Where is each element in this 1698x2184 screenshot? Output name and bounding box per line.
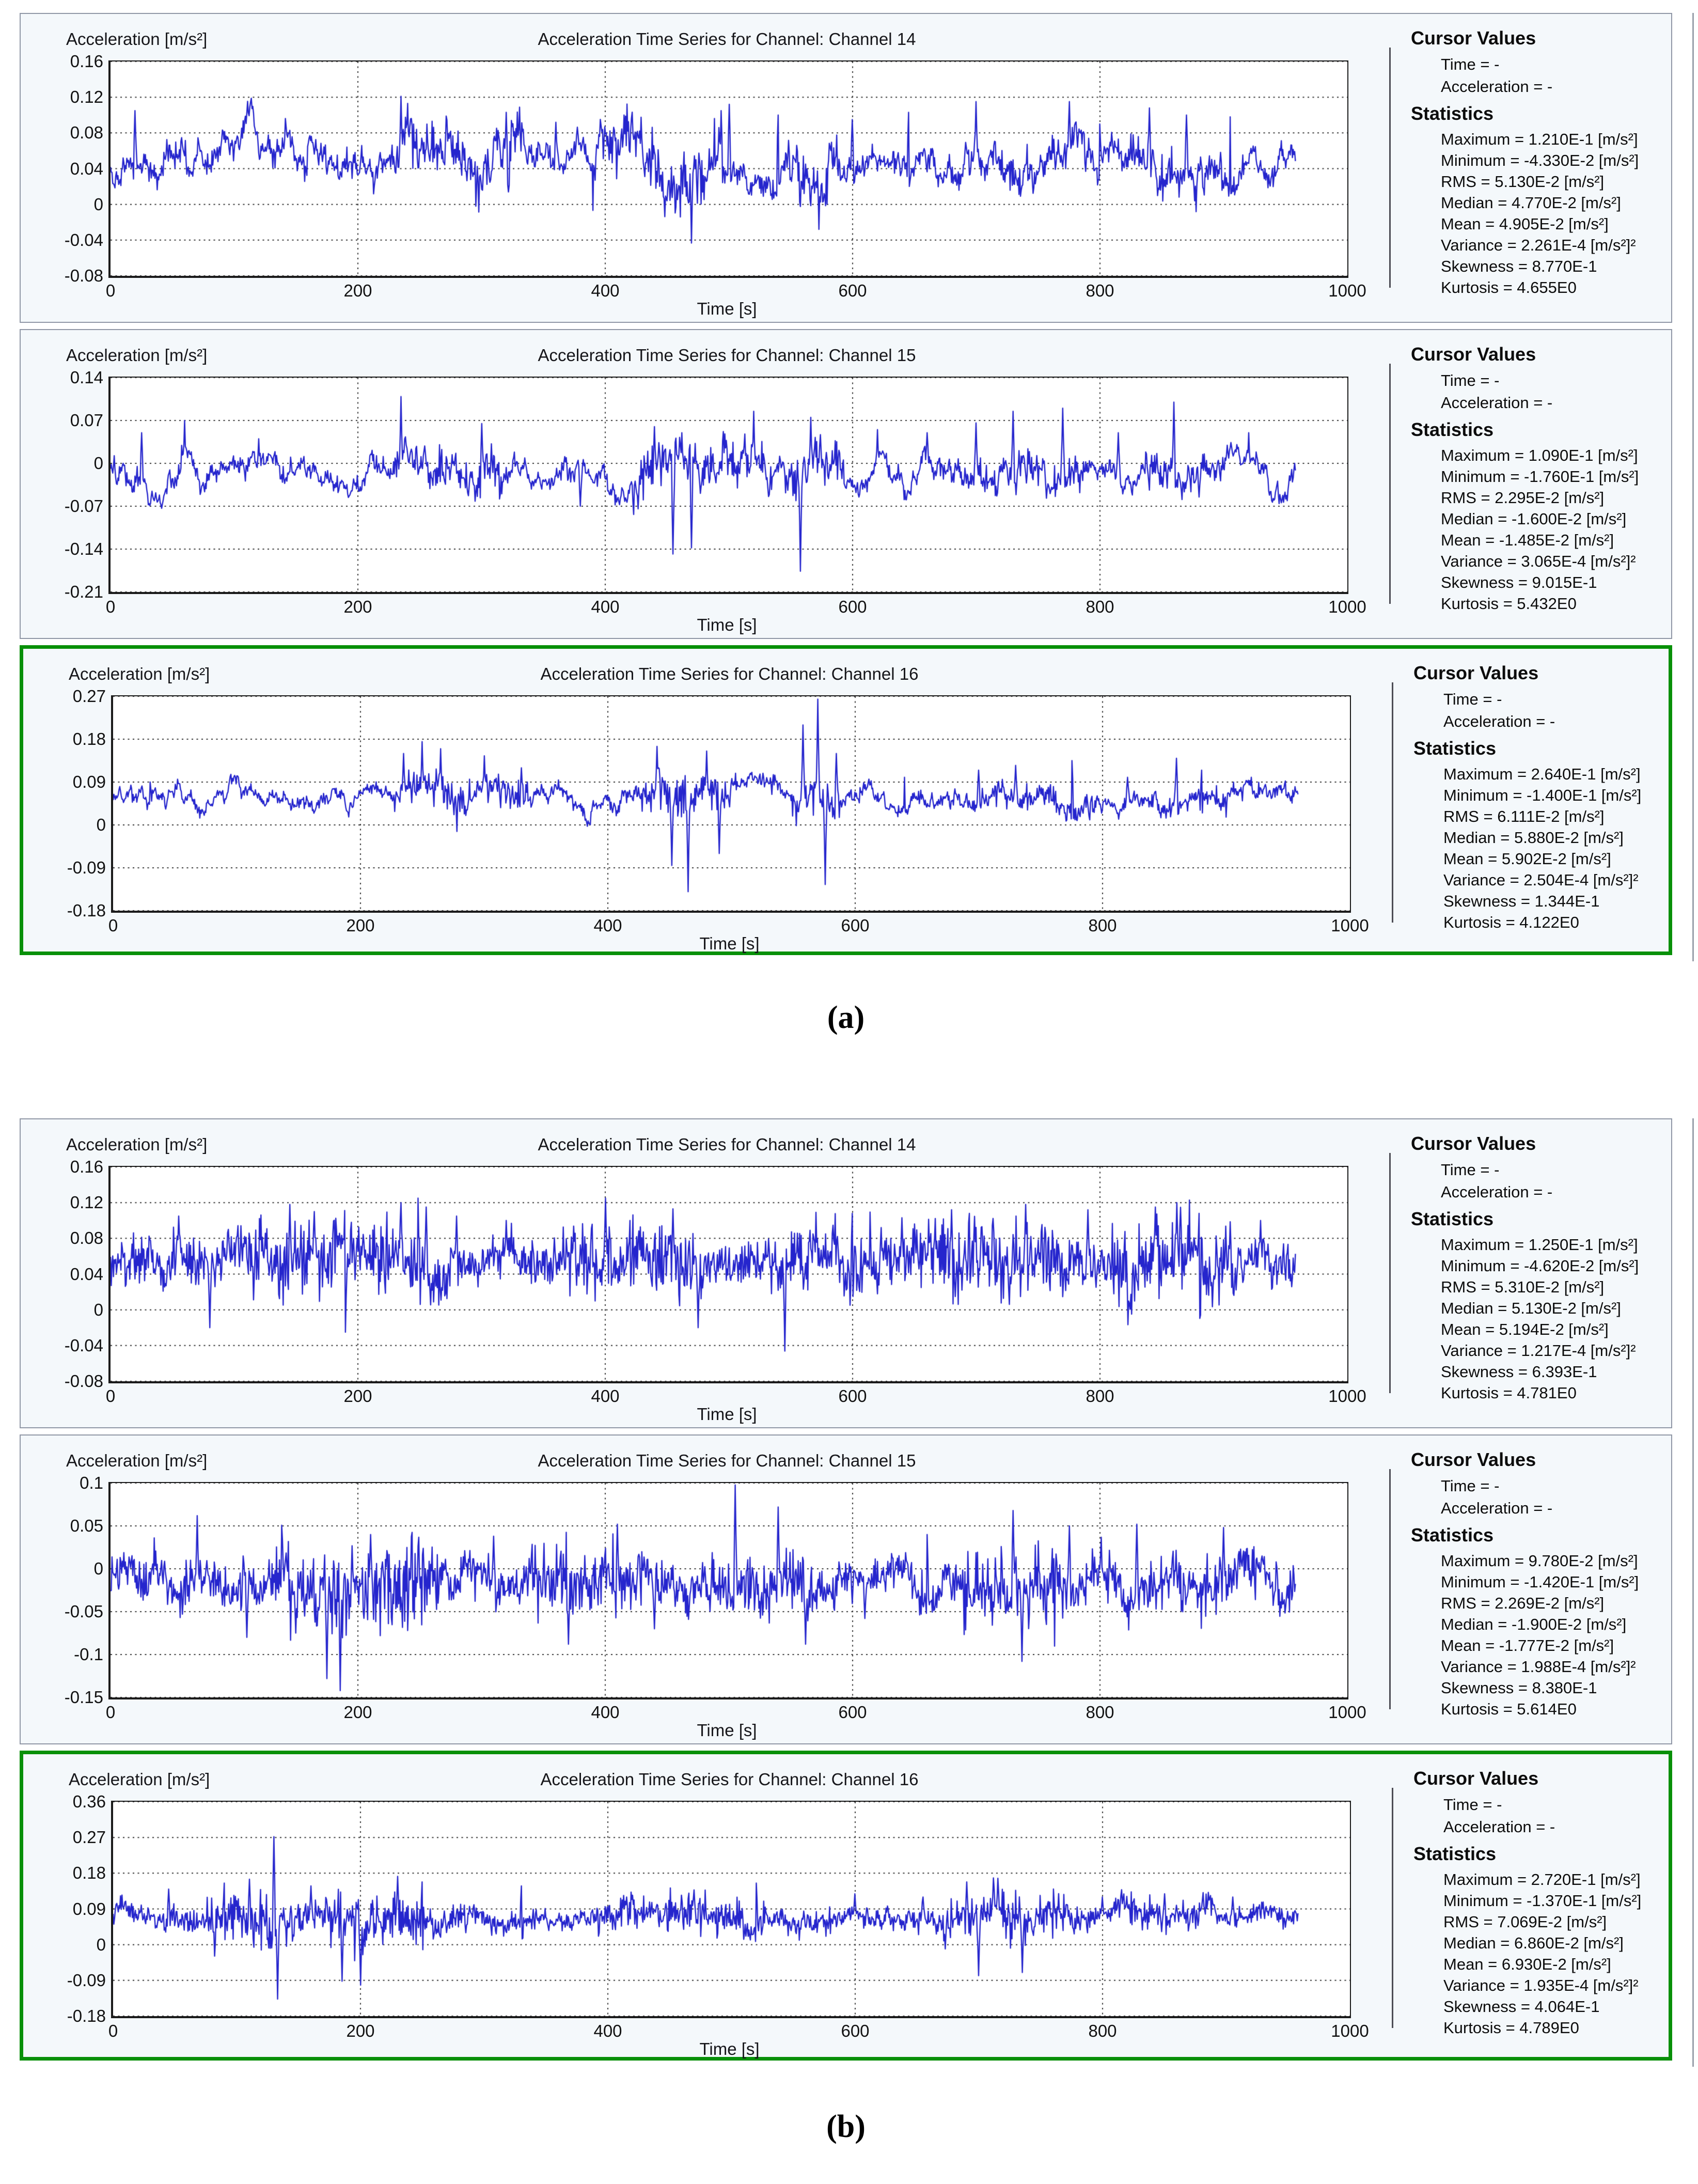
x-axis-label: Time [s] bbox=[699, 2039, 760, 2058]
y-tick-label: -0.18 bbox=[67, 901, 106, 920]
statistics-list bbox=[1413, 763, 1674, 933]
y-tick-label: -0.04 bbox=[64, 1335, 103, 1355]
stat-line: Maximum = 2.720E-1 [m/s²] bbox=[1443, 1870, 1641, 1889]
x-tick-label: 600 bbox=[841, 2021, 870, 2040]
x-tick-label: 800 bbox=[1086, 1703, 1114, 1722]
stat-line: Minimum = -4.330E-2 [m/s²] bbox=[1441, 151, 1639, 169]
panel-divider bbox=[1389, 48, 1391, 288]
x-tick-label: 600 bbox=[841, 916, 870, 935]
cursor-value-line: Acceleration = - bbox=[1443, 1818, 1555, 1836]
y-axis-label: Acceleration [m/s²] bbox=[69, 1770, 210, 1789]
y-tick-label: -0.21 bbox=[64, 582, 103, 601]
stat-line: Median = 4.770E-2 [m/s²] bbox=[1441, 194, 1621, 212]
chart-title: Acceleration Time Series for Channel: Channel 14 bbox=[538, 1135, 916, 1154]
stat-line: Mean = 6.930E-2 [m/s²] bbox=[1443, 1955, 1611, 1973]
stat-line: RMS = 2.269E-2 [m/s²] bbox=[1441, 1594, 1605, 1612]
y-tick-label: 0.12 bbox=[70, 87, 103, 107]
y-tick-label: 0.04 bbox=[70, 1264, 103, 1284]
y-axis-label: Acceleration [m/s²] bbox=[66, 1135, 208, 1154]
x-tick-label: 400 bbox=[591, 281, 620, 300]
y-tick-label: -0.04 bbox=[64, 230, 103, 249]
chart-panel-a-channel-16 bbox=[20, 645, 1672, 955]
chart-panel-b-channel-16 bbox=[20, 1751, 1672, 2061]
chart-title: Acceleration Time Series for Channel: Channel 16 bbox=[540, 1770, 919, 1789]
y-tick-label: 0.04 bbox=[70, 159, 103, 178]
cursor-values-heading: Cursor Values bbox=[1413, 662, 1539, 683]
cursor-values-list bbox=[1411, 53, 1672, 98]
statistics-heading: Statistics bbox=[1411, 103, 1494, 124]
x-tick-label: 0 bbox=[105, 1386, 116, 1406]
y-tick-label: -0.15 bbox=[64, 1688, 103, 1707]
cursor-value-line: Time = - bbox=[1443, 690, 1502, 708]
stat-line: Minimum = -1.420E-1 [m/s²] bbox=[1441, 1573, 1639, 1591]
y-axis-label: Acceleration [m/s²] bbox=[69, 664, 210, 683]
x-tick-label: 200 bbox=[346, 2021, 375, 2040]
y-tick-label: 0.09 bbox=[72, 772, 106, 791]
chart-title: Acceleration Time Series for Channel: Channel 15 bbox=[538, 1451, 916, 1470]
statistics-heading: Statistics bbox=[1411, 1208, 1494, 1229]
stat-line: Variance = 1.988E-4 [m/s²]² bbox=[1441, 1658, 1636, 1676]
x-tick-label: 800 bbox=[1088, 2021, 1117, 2040]
y-tick-label: -0.05 bbox=[64, 1602, 103, 1621]
stat-line: Maximum = 1.250E-1 [m/s²] bbox=[1441, 1236, 1638, 1254]
y-axis-label: Acceleration [m/s²] bbox=[66, 29, 208, 49]
x-axis-label: Time [s] bbox=[697, 1405, 757, 1424]
cursor-value-line: Acceleration = - bbox=[1443, 712, 1555, 730]
statistics-list bbox=[1411, 445, 1672, 614]
statistics-list bbox=[1411, 1550, 1672, 1720]
stat-line: Kurtosis = 4.655E0 bbox=[1441, 278, 1577, 297]
chart-title: Acceleration Time Series for Channel: Channel 14 bbox=[538, 29, 916, 49]
panel-divider bbox=[1389, 364, 1391, 604]
stat-line: Median = 5.130E-2 [m/s²] bbox=[1441, 1299, 1621, 1317]
stat-line: RMS = 5.130E-2 [m/s²] bbox=[1441, 173, 1605, 191]
cursor-value-line: Time = - bbox=[1441, 1161, 1500, 1179]
stat-line: Mean = 4.905E-2 [m/s²] bbox=[1441, 215, 1609, 233]
stat-line: Mean = 5.194E-2 [m/s²] bbox=[1441, 1320, 1609, 1338]
panel-divider bbox=[1392, 682, 1393, 923]
waveform-canvas[interactable] bbox=[113, 1802, 1350, 2016]
statistics-list bbox=[1411, 1234, 1672, 1403]
cursor-values-list bbox=[1411, 369, 1672, 414]
waveform-canvas[interactable] bbox=[111, 378, 1347, 592]
figure-group-a bbox=[20, 13, 1698, 961]
cursor-values-list bbox=[1411, 1159, 1672, 1203]
figure-label-b: (b) bbox=[826, 2109, 866, 2144]
y-tick-label: 0.12 bbox=[70, 1193, 103, 1212]
x-tick-label: 400 bbox=[591, 597, 620, 616]
x-tick-label: 400 bbox=[591, 1386, 620, 1406]
x-tick-label: 0 bbox=[108, 916, 118, 935]
stat-line: Maximum = 1.090E-1 [m/s²] bbox=[1441, 446, 1638, 464]
y-tick-label: 0 bbox=[93, 454, 103, 473]
y-tick-label: -0.14 bbox=[64, 539, 103, 558]
cursor-value-line: Time = - bbox=[1441, 371, 1500, 389]
x-tick-label: 800 bbox=[1086, 597, 1114, 616]
cursor-value-line: Acceleration = - bbox=[1441, 1183, 1553, 1201]
x-tick-label: 0 bbox=[105, 281, 116, 300]
x-tick-label: 200 bbox=[343, 597, 372, 616]
x-tick-label: 800 bbox=[1086, 1386, 1114, 1406]
stat-line: Minimum = -1.400E-1 [m/s²] bbox=[1443, 786, 1642, 804]
statistics-heading: Statistics bbox=[1411, 419, 1494, 440]
y-tick-label: 0.36 bbox=[72, 1792, 106, 1811]
stat-line: Kurtosis = 4.122E0 bbox=[1443, 913, 1579, 931]
y-tick-label: 0.27 bbox=[72, 687, 106, 706]
panel-divider bbox=[1392, 1788, 1393, 2028]
chart-panel-a-channel-15 bbox=[20, 329, 1672, 639]
stat-line: Variance = 1.217E-4 [m/s²]² bbox=[1441, 1341, 1636, 1360]
stat-line: Median = 6.860E-2 [m/s²] bbox=[1443, 1934, 1624, 1952]
stat-line: Kurtosis = 4.781E0 bbox=[1441, 1384, 1577, 1402]
plot-area[interactable] bbox=[67, 687, 1369, 935]
x-tick-label: 400 bbox=[591, 1703, 620, 1722]
x-tick-label: 400 bbox=[593, 916, 622, 935]
x-tick-label: 200 bbox=[343, 1703, 372, 1722]
plot-area[interactable] bbox=[67, 1792, 1369, 2040]
waveform-canvas[interactable] bbox=[113, 696, 1350, 911]
stats-panel bbox=[1411, 22, 1672, 298]
y-tick-label: -0.18 bbox=[67, 2006, 106, 2025]
stat-line: Median = -1.600E-2 [m/s²] bbox=[1441, 510, 1627, 528]
chart-panel-b-channel-14 bbox=[20, 1118, 1672, 1428]
statistics-list bbox=[1413, 1869, 1674, 2038]
figure-label-a: (a) bbox=[827, 1000, 865, 1035]
y-tick-label: 0.16 bbox=[70, 52, 103, 71]
stat-line: Maximum = 2.640E-1 [m/s²] bbox=[1443, 765, 1641, 783]
stat-line: Variance = 2.261E-4 [m/s²]² bbox=[1441, 236, 1636, 254]
y-tick-label: 0.08 bbox=[70, 1228, 103, 1248]
cursor-value-line: Time = - bbox=[1441, 55, 1500, 73]
statistics-heading: Statistics bbox=[1413, 738, 1497, 759]
group-a-right-border bbox=[1692, 13, 1694, 961]
statistics-heading: Statistics bbox=[1411, 1524, 1494, 1546]
y-axis-label: Acceleration [m/s²] bbox=[66, 1451, 208, 1470]
panel-divider bbox=[1389, 1469, 1391, 1709]
y-axis-label: Acceleration [m/s²] bbox=[66, 346, 208, 365]
y-tick-label: 0.1 bbox=[80, 1473, 103, 1492]
cursor-values-heading: Cursor Values bbox=[1411, 1133, 1536, 1154]
x-tick-label: 0 bbox=[105, 597, 116, 616]
y-tick-label: -0.1 bbox=[74, 1645, 103, 1664]
y-tick-label: 0.07 bbox=[70, 411, 103, 430]
panel-divider bbox=[1389, 1153, 1391, 1393]
y-tick-label: -0.08 bbox=[64, 266, 103, 285]
y-tick-label: 0.09 bbox=[72, 1899, 106, 1918]
x-tick-label: 800 bbox=[1086, 281, 1114, 300]
stats-panel bbox=[1413, 657, 1674, 933]
stat-line: Median = -1.900E-2 [m/s²] bbox=[1441, 1615, 1627, 1633]
cursor-value-line: Acceleration = - bbox=[1441, 77, 1553, 96]
y-tick-label: 0 bbox=[93, 1559, 103, 1578]
y-tick-label: 0.05 bbox=[70, 1516, 103, 1535]
y-tick-label: 0.14 bbox=[70, 368, 103, 387]
figure-group-b bbox=[20, 1118, 1698, 2067]
plot-area[interactable] bbox=[64, 368, 1366, 616]
x-tick-label: 600 bbox=[838, 281, 867, 300]
cursor-values-heading: Cursor Values bbox=[1411, 27, 1536, 49]
stats-panel bbox=[1413, 1762, 1674, 2038]
stat-line: Skewness = 9.015E-1 bbox=[1441, 573, 1597, 591]
stat-line: Maximum = 1.210E-1 [m/s²] bbox=[1441, 130, 1638, 148]
statistics-heading: Statistics bbox=[1413, 1843, 1497, 1864]
y-tick-label: 0 bbox=[93, 194, 103, 214]
y-tick-label: 0.08 bbox=[70, 123, 103, 143]
x-tick-label: 600 bbox=[838, 1703, 867, 1722]
stat-line: Mean = -1.485E-2 [m/s²] bbox=[1441, 531, 1614, 549]
y-tick-label: 0.16 bbox=[70, 1157, 103, 1176]
x-tick-label: 800 bbox=[1088, 916, 1117, 935]
cursor-values-list bbox=[1413, 688, 1674, 732]
stat-line: Mean = 5.902E-2 [m/s²] bbox=[1443, 850, 1611, 868]
stats-panel bbox=[1411, 1444, 1672, 1720]
y-tick-label: 0 bbox=[93, 1300, 103, 1319]
cursor-value-line: Acceleration = - bbox=[1441, 394, 1553, 412]
stat-line: Minimum = -1.760E-1 [m/s²] bbox=[1441, 467, 1639, 486]
y-tick-label: 0 bbox=[96, 1935, 106, 1954]
x-tick-label: 600 bbox=[838, 597, 867, 616]
x-tick-label: 1000 bbox=[1328, 1703, 1366, 1722]
cursor-values-heading: Cursor Values bbox=[1413, 1768, 1539, 1789]
stat-line: Variance = 2.504E-4 [m/s²]² bbox=[1443, 871, 1639, 889]
stat-line: RMS = 6.111E-2 [m/s²] bbox=[1443, 807, 1605, 825]
x-tick-label: 200 bbox=[343, 1386, 372, 1406]
waveform-canvas[interactable] bbox=[111, 61, 1347, 276]
y-tick-label: 0 bbox=[96, 815, 106, 834]
x-axis-label: Time [s] bbox=[697, 299, 757, 318]
stat-line: Variance = 1.935E-4 [m/s²]² bbox=[1443, 1976, 1639, 1994]
stat-line: Minimum = -1.370E-1 [m/s²] bbox=[1443, 1892, 1642, 1910]
x-tick-label: 200 bbox=[343, 281, 372, 300]
chart-panel-b-channel-15 bbox=[20, 1434, 1672, 1744]
stats-panel bbox=[1411, 338, 1672, 614]
y-tick-label: -0.09 bbox=[67, 1970, 106, 1990]
stat-line: Minimum = -4.620E-2 [m/s²] bbox=[1441, 1257, 1639, 1275]
stat-line: Mean = -1.777E-2 [m/s²] bbox=[1441, 1636, 1614, 1655]
stat-line: Kurtosis = 4.789E0 bbox=[1443, 2019, 1579, 2037]
plot-area[interactable] bbox=[64, 1157, 1366, 1406]
group-b-right-border bbox=[1692, 1118, 1694, 2067]
stat-line: Skewness = 4.064E-1 bbox=[1443, 1998, 1600, 2016]
stat-line: Skewness = 8.380E-1 bbox=[1441, 1679, 1597, 1697]
y-tick-label: 0.18 bbox=[72, 1863, 106, 1883]
stat-line: Maximum = 9.780E-2 [m/s²] bbox=[1441, 1552, 1638, 1570]
x-tick-label: 1000 bbox=[1328, 281, 1366, 300]
plot-area[interactable] bbox=[64, 52, 1366, 300]
y-tick-label: -0.08 bbox=[64, 1371, 103, 1391]
waveform-canvas[interactable] bbox=[111, 1483, 1347, 1697]
stat-line: Median = 5.880E-2 [m/s²] bbox=[1443, 829, 1624, 847]
cursor-values-list bbox=[1411, 1475, 1672, 1519]
stat-line: Kurtosis = 5.432E0 bbox=[1441, 595, 1577, 613]
cursor-value-line: Time = - bbox=[1441, 1477, 1500, 1495]
x-axis-label: Time [s] bbox=[697, 1721, 757, 1740]
cursor-value-line: Time = - bbox=[1443, 1796, 1502, 1814]
y-tick-label: -0.07 bbox=[64, 496, 103, 516]
stat-line: Skewness = 6.393E-1 bbox=[1441, 1363, 1597, 1381]
x-tick-label: 600 bbox=[838, 1386, 867, 1406]
x-tick-label: 0 bbox=[105, 1703, 116, 1722]
x-tick-label: 400 bbox=[593, 2021, 622, 2040]
stat-line: RMS = 5.310E-2 [m/s²] bbox=[1441, 1278, 1605, 1296]
x-tick-label: 1000 bbox=[1328, 1386, 1366, 1406]
stat-line: RMS = 2.295E-2 [m/s²] bbox=[1441, 489, 1605, 507]
chart-panel-a-channel-14 bbox=[20, 13, 1672, 323]
stat-line: Skewness = 1.344E-1 bbox=[1443, 892, 1600, 910]
stat-line: RMS = 7.069E-2 [m/s²] bbox=[1443, 1913, 1607, 1931]
x-tick-label: 0 bbox=[108, 2021, 118, 2040]
x-axis-label: Time [s] bbox=[697, 615, 757, 634]
stat-line: Variance = 3.065E-4 [m/s²]² bbox=[1441, 552, 1636, 570]
waveform-canvas[interactable] bbox=[111, 1167, 1347, 1381]
cursor-values-list bbox=[1413, 1793, 1674, 1838]
cursor-value-line: Acceleration = - bbox=[1441, 1499, 1553, 1517]
x-tick-label: 1000 bbox=[1331, 2021, 1369, 2040]
stats-panel bbox=[1411, 1128, 1672, 1403]
x-tick-label: 200 bbox=[346, 916, 375, 935]
x-tick-label: 1000 bbox=[1328, 597, 1366, 616]
y-tick-label: -0.09 bbox=[67, 858, 106, 877]
cursor-values-heading: Cursor Values bbox=[1411, 344, 1536, 365]
chart-title: Acceleration Time Series for Channel: Channel 15 bbox=[538, 346, 916, 365]
stat-line: Skewness = 8.770E-1 bbox=[1441, 257, 1597, 275]
plot-area[interactable] bbox=[64, 1473, 1366, 1722]
stat-line: Kurtosis = 5.614E0 bbox=[1441, 1700, 1577, 1718]
cursor-values-heading: Cursor Values bbox=[1411, 1449, 1536, 1470]
chart-title: Acceleration Time Series for Channel: Channel 16 bbox=[540, 664, 919, 683]
x-axis-label: Time [s] bbox=[699, 934, 760, 953]
y-tick-label: 0.27 bbox=[72, 1828, 106, 1847]
y-tick-label: 0.18 bbox=[72, 729, 106, 748]
statistics-list bbox=[1411, 129, 1672, 298]
x-tick-label: 1000 bbox=[1331, 916, 1369, 935]
